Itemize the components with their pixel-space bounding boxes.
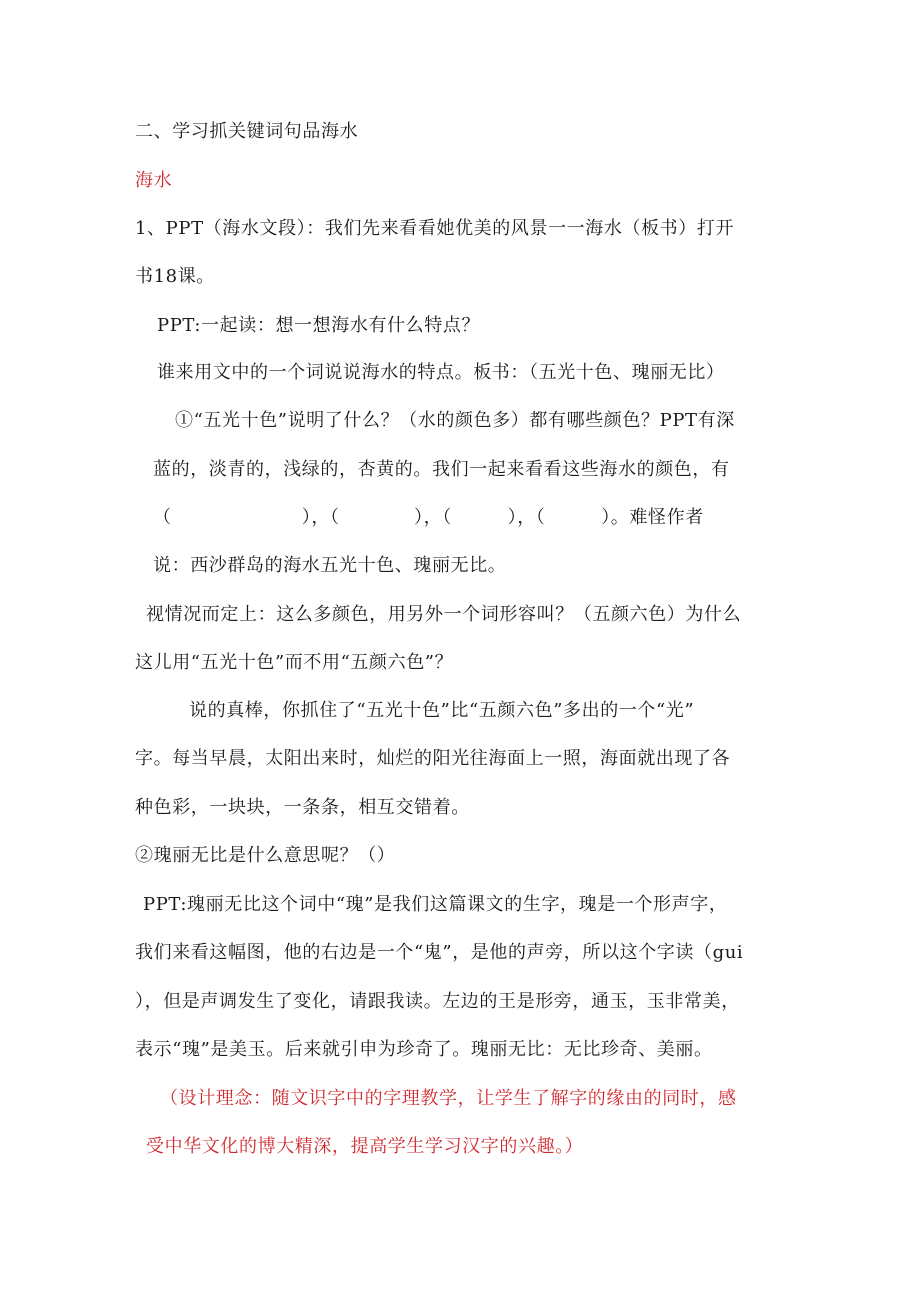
paragraph-line: 我们来看这幅图，他的右边是一个“鬼”，是他的声旁，所以这个字读（gui (135, 942, 744, 963)
paragraph-line: 表示“瑰”是美玉。后来就引申为珍奇了。瑰丽无比：无比珍奇、美丽。 (135, 1039, 713, 1060)
paragraph-line: 书18课。 (135, 266, 215, 287)
paragraph-line: PPT:瑰丽无比这个词中“瑰”是我们这篇课文的生字，瑰是一个形声字， (143, 894, 728, 915)
paragraph-line: PPT:一起读：想一想海水有什么特点？ (157, 315, 481, 336)
section-heading: 二、学习抓关键词句品海水 (135, 121, 359, 142)
paragraph-line: 视情况而定上：这么多颜色，用另外一个词形容叫？（五颜六色）为什么 (146, 604, 742, 625)
paragraph-line: 谁来用文中的一个词说说海水的特点。板书：（五光十色、瑰丽无比） (157, 362, 725, 383)
paragraph-line: （ ），（ ），（ ），（ ）。难怪作者 (153, 507, 704, 528)
paragraph-line: ），但是声调发生了变化，请跟我读。左边的王是形旁，通玉，玉非常美， (135, 991, 740, 1012)
paragraph-line: 1、PPT（海水文段）：我们先来看看她优美的风景一一海水（板书）打开 (135, 218, 735, 239)
paragraph-line: 字。每当早晨，太阳出来时，灿烂的阳光往海面上一照，海面就出现了各 (135, 748, 731, 769)
design-note-line: 受中华文化的博大精深，提高学生学习汉字的兴趣。） (146, 1136, 584, 1157)
subheading-seawater: 海水 (135, 170, 173, 191)
design-note-line: （设计理念：随文识字中的字理教学，让学生了解字的缘由的同时，感 (160, 1088, 737, 1109)
paragraph-line: 蓝的，淡青的，浅绿的，杏黄的。我们一起来看看这些海水的颜色，有 (153, 459, 730, 480)
paragraph-line: 种色彩，一块块，一条条，相互交错着。 (135, 797, 470, 818)
paragraph-line: ②瑰丽无比是什么意思呢？（） (135, 845, 396, 866)
paragraph-line: ①“五光十色”说明了什么？（水的颜色多）都有哪些颜色？PPT有深 (175, 410, 735, 431)
paragraph-line: 这儿用“五光十色”而不用“五颜六色”？ (135, 652, 454, 673)
paragraph-line: 说的真棒，你抓住了“五光十色”比“五颜六色”多出的一个“光” (189, 700, 695, 721)
paragraph-line: 说：西沙群岛的海水五光十色、瑰丽无比。 (153, 555, 507, 576)
